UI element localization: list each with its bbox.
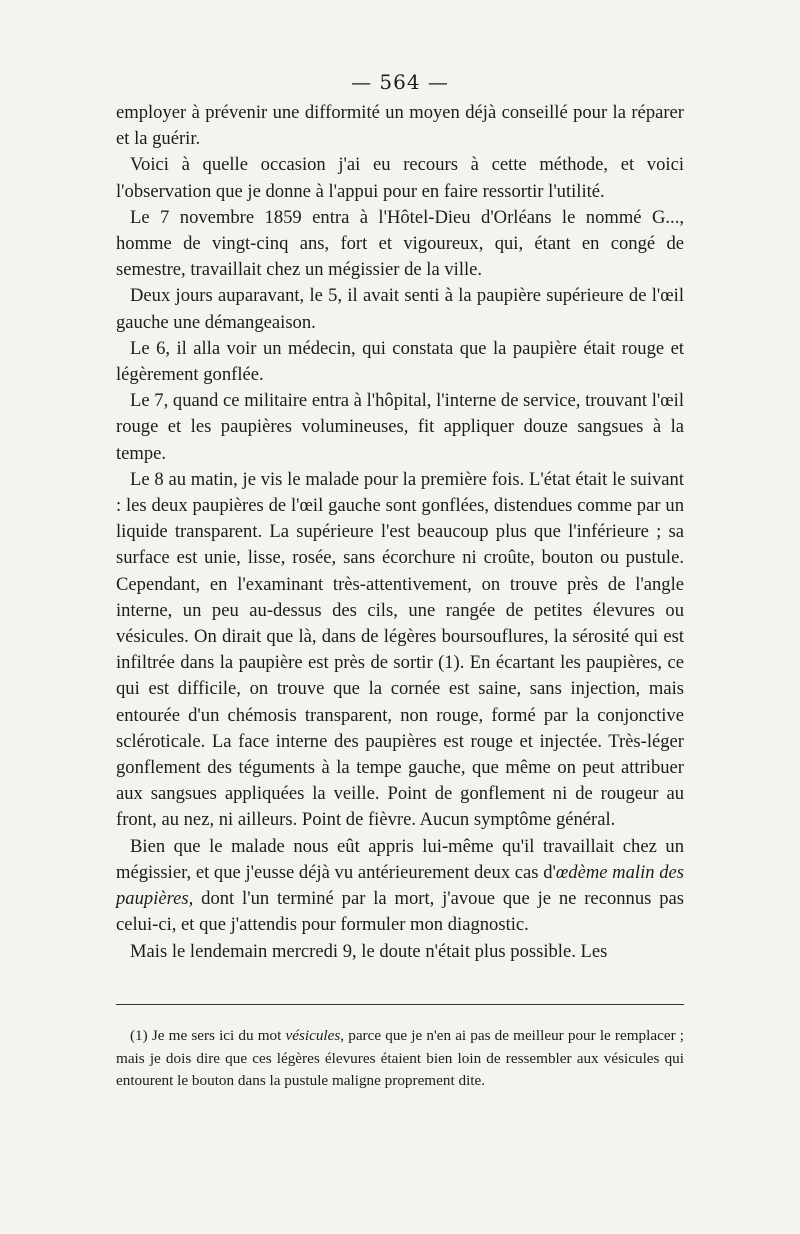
page-number: — 564 — (351, 70, 449, 94)
paragraph-text: dont l'un terminé par la mort, j'avoue que je ne reconnus pas celui-ci, et que j'attendis pour formuler mon diagnostic. (116, 888, 684, 936)
footnote-text: (1) Je me sers ici du mot (130, 1027, 286, 1044)
paragraph: Mais le lendemain mercredi 9, le doute n'était plus possible. Les (130, 940, 608, 962)
paragraph: Le 7 novembre 1859 entra à l'Hôtel-Dieu d'Orléans le nommé G..., homme de vingt-cinq ans, fort et vigoureux, qui, étant en congé de semestre, travaillait chez un mégissier de la ville. (116, 206, 684, 281)
footnote (116, 1025, 684, 1093)
paragraph: Le 7, quand ce militaire entra à l'hôpital, l'interne de service, trouvant l'œil rouge et les paupières volumineuses, fit appliquer douze sangsues à la tempe. (116, 390, 684, 464)
paragraph: Le 6, il alla voir un médecin, qui constata que la paupière était rouge et légèrement gonflée. (116, 337, 684, 386)
paragraph-text: Bien que le malade nous eût appris lui-même qu'il travaillait chez un mégissier, et que j'eusse déjà vu antérieurement deux cas d' (116, 835, 684, 883)
footnote-divider (116, 1004, 684, 1005)
italic-term: œdème malin des paupières, (116, 861, 684, 910)
footnote-text: , parce que je n'en ai pas de meilleur pour le remplacer ; mais je dois dire que ces légères élevures étaient bien loin de ressembler aux vésicules qui entourent le bouton dans la pustule maligne proprement dite. (116, 1027, 684, 1089)
paragraph: employer à prévenir une difformité un moyen déjà conseillé pour la réparer et la guérir. (116, 102, 684, 150)
body-text (116, 100, 684, 965)
paragraph (116, 834, 684, 939)
footnote-paragraph (116, 1025, 684, 1093)
paragraph: Le 8 au matin, je vis le malade pour la première fois. L'état était le suivant : les deux paupières de l'œil gauche sont gonflées, distendues comme par un liquide transparent. La supérieure l'est beaucoup plus que l'inférieure ; sa surface est unie, lisse, rosée, sans écorchure ni croûte, bouton ou pustule. Cependant, en l'examinant très-attentivement, on trouve près de l'angle interne, un peu au-dessus des cils, une rangée de petites élevures ou vésicules. On dirait que là, dans de légères boursouflures, la sérosité qui est infiltrée dans la paupière est près de sortir (1). En écartant les paupières, ce qui est difficile, on trouve que la cornée est saine, sans injection, mais entourée d'un chémosis transparent, non rouge, formé par la conjonctive scléroticale. La face interne des paupières est rouge et injectée. Très-léger gonflement des téguments à la tempe gauche, que même on peut attribuer aux sangsues appliquées la veille. Point de gonflement ni de rougeur au front, au nez, ni ailleurs. Point de fièvre. Aucun symptôme général. (116, 468, 684, 831)
paragraph: Deux jours auparavant, le 5, il avait senti à la paupière supérieure de l'œil gauche une démangeaison. (116, 285, 684, 333)
footnote-italic-term: vésicules (285, 1027, 341, 1044)
paragraph: Voici à quelle occasion j'ai eu recours à cette méthode, et voici l'observation que je donne à l'appui pour en faire ressortir l'utilité. (116, 154, 684, 202)
